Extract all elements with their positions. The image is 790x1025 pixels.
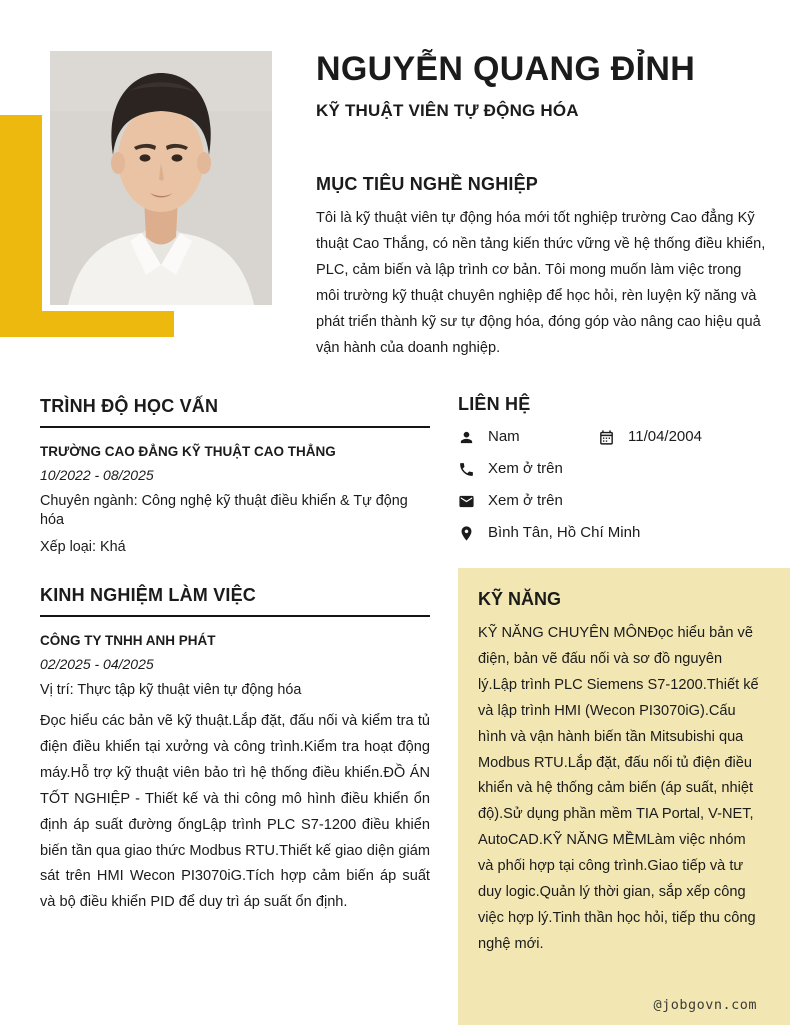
contact-row-address	[458, 522, 790, 544]
phone-value: Xem ở trên	[488, 460, 563, 477]
contact-heading: LIÊN HỆ	[458, 394, 531, 414]
envelope-icon	[458, 493, 475, 510]
address-value: Bình Tân, Hồ Chí Minh	[488, 524, 641, 541]
candidate-name: NGUYỄN QUANG ĐỈNH	[316, 50, 696, 88]
contact-row-email	[458, 490, 790, 512]
experience-period: 02/2025 - 04/2025	[40, 656, 154, 672]
education-major: Chuyên ngành: Công nghệ kỹ thuật điều khiển & Tự động hóa	[40, 493, 408, 528]
objective-text: Tôi là kỹ thuật viên tự động hóa mới tốt nghiệp trường Cao đẳng Kỹ thuật Cao Thắng, có nền tảng kiến thức vững về hệ thống điều khiển, PLC, cảm biến và lập trình cơ bản. Tôi mong muốn làm việc trong môi trường kỹ thuật chuyên nghiệp để học hỏi, rèn luyện kỹ năng và phát triển thành kỹ sư tự động hóa, đóng góp vào nâng cao hiệu quả vận hành của doanh nghiệp.	[316, 210, 766, 356]
section-education	[40, 395, 430, 557]
contact-gender	[458, 427, 598, 447]
candidate-job-title: KỸ THUẬT VIÊN TỰ ĐỘNG HÓA	[316, 101, 579, 120]
portrait-illustration	[50, 51, 272, 305]
contact-birthday	[598, 427, 702, 447]
email-value: Xem ở trên	[488, 492, 563, 509]
skills-heading: KỸ NĂNG	[478, 589, 562, 609]
experience-heading: KINH NGHIỆM LÀM VIỆC	[40, 584, 430, 617]
section-contact	[458, 393, 790, 554]
objective-heading: MỤC TIÊU NGHỀ NGHIỆP	[316, 174, 539, 194]
watermark: @jobgovn.com	[653, 997, 757, 1013]
section-skills	[458, 568, 790, 1025]
contact-row-phone	[458, 458, 790, 480]
education-grade: Xếp loại: Khá	[40, 539, 126, 555]
header	[316, 50, 778, 121]
profile-photo	[50, 51, 272, 305]
gold-accent-vertical-bar	[0, 115, 42, 337]
education-heading: TRÌNH ĐỘ HỌC VẤN	[40, 395, 430, 428]
experience-details: Đọc hiểu các bản vẽ kỹ thuật.Lắp đặt, đấu nối và kiểm tra tủ điện điều khiển tại xưởng và công trình.Kiểm tra hoạt động máy.Hỗ trợ kỹ thuật viên bảo trì hệ thống điều khiển.ĐỒ ÁN TỐT NGHIỆP - Thiết kế và thi công mô hình điều khiển ổn định áp suất đường ốngLập trình PLC S7-1200 điều khiển biến tần qua giao thức Modbus RTU.Thiết kế giao diện giám sát trên HMI Wecon PI3070iG.Tích hợp cảm biến áp suất và bộ điều khiển PID để duy trì áp suất ổn định.	[40, 713, 430, 911]
skills-text: KỸ NĂNG CHUYÊN MÔNĐọc hiểu bản vẽ điện, bản vẽ đấu nối và sơ đồ nguyên lý.Lập trình PLC Siemens S7-1200.Thiết kế và lập trình HMI (Wecon PI3070iG).Cấu hình và vận hành biến tần Mitsubishi qua Modbus RTU.Lắp đặt, đấu nối tủ điện điều khiển và hệ thống cảm biến (áp suất, nhiệt độ).Sử dụng phần mềm TIA Portal, V-NET, AutoCAD.KỸ NĂNG MỀMLàm việc nhóm và phối hợp tại công trình.Giao tiếp và tư duy logic.Quản lý thời gian, sắp xếp công việc hợp lý.Tinh thần học hỏi, tiếp thu công nghệ mới.	[478, 625, 759, 952]
gender-value: Nam	[488, 428, 520, 445]
experience-company: CÔNG TY TNHH ANH PHÁT	[40, 633, 216, 648]
contact-row-gender-birthday	[458, 426, 790, 448]
birthday-value: 11/04/2004	[628, 428, 702, 445]
contact-list	[458, 426, 790, 544]
location-pin-icon	[458, 525, 475, 542]
section-experience	[40, 584, 430, 916]
education-period: 10/2022 - 08/2025	[40, 467, 154, 483]
left-column	[40, 395, 430, 916]
person-icon	[458, 429, 475, 446]
calendar-icon	[598, 429, 615, 446]
phone-icon	[458, 461, 475, 478]
education-school: TRƯỜNG CAO ĐẲNG KỸ THUẬT CAO THẲNG	[40, 444, 336, 459]
experience-position: Vị trí: Thực tập kỹ thuật viên tự động hóa	[40, 682, 302, 698]
section-objective	[316, 173, 768, 361]
gold-accent-horizontal-bar	[0, 311, 174, 337]
